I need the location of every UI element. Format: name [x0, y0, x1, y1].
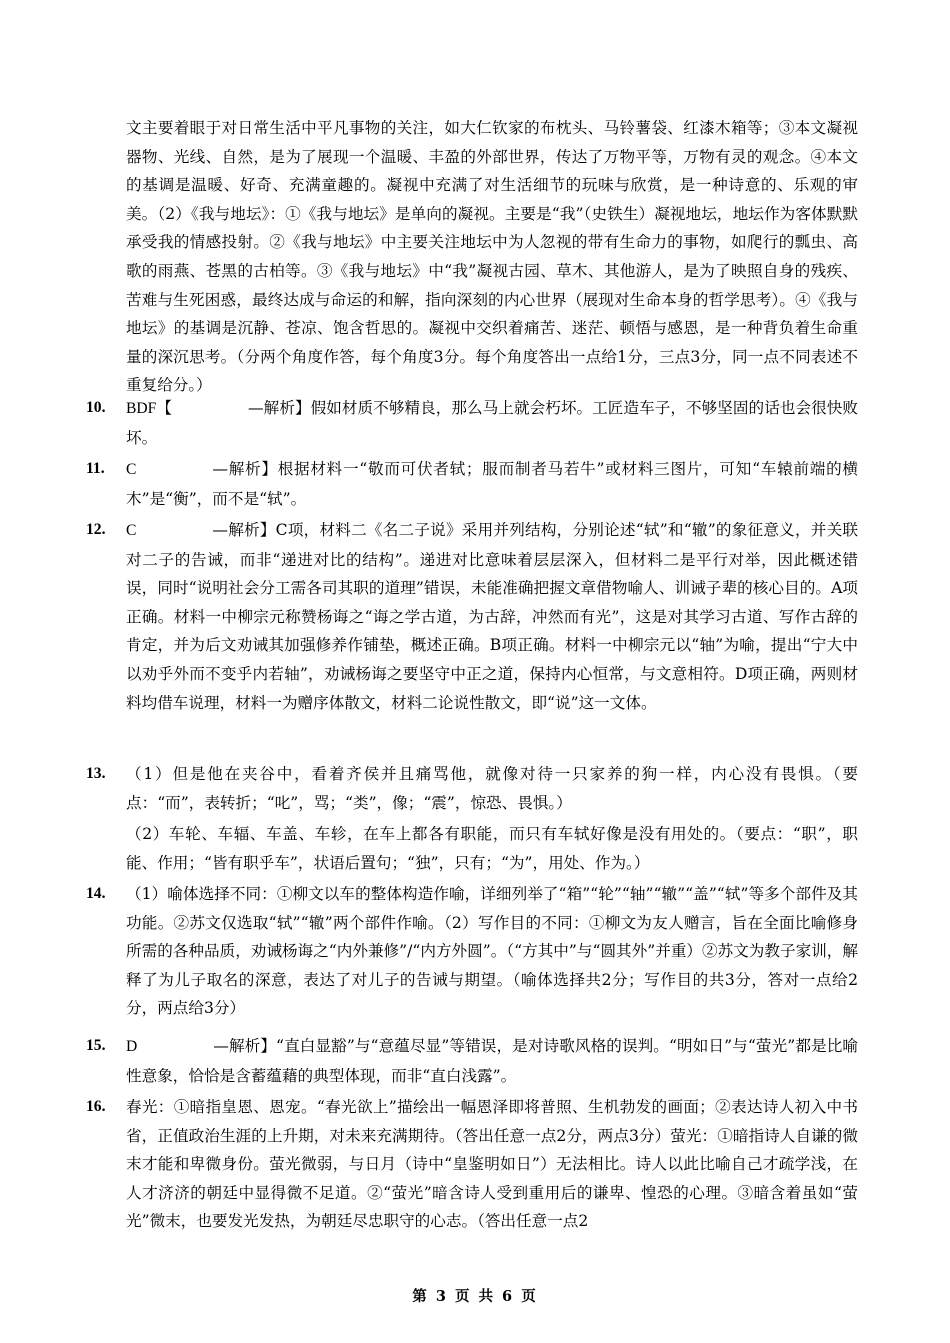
- item-marker: —解析】: [212, 460, 278, 478]
- item-number: 10.: [86, 399, 106, 416]
- answer-item-15: [86, 1032, 858, 1090]
- item-answer: C: [126, 461, 137, 478]
- item-number: 13.: [86, 765, 106, 782]
- intro-paragraph: 文主要着眼于对日常生活中平凡事物的关注，如大仁钦家的布枕头、马铃薯袋、红漆木箱等；③本文凝视器物、光线、自然，是为了展现一个温暖、丰盈的外部世界，传达了万物平等，万物有灵的观念。④本文的基调是温暖、好奇、充满童趣的。凝视中充满了对生活细节的玩味与欣赏，是一种诗意的、乐观的审美。（2）《我与地坛》：①《我与地坛》是单向的凝视。主要是“我”（史铁生）凝视地坛，地坛作为客体默默承受我的情感投射。②《我与地坛》中主要关注地坛中为人忽视的带有生命力的事物，如爬行的瓢虫、高歌的雨燕、苍黑的古柏等。③《我与地坛》中“我”凝视古园、草木、其他游人，是为了映照自身的残疾、苦难与生死困惑，最终达成与命运的和解，指向深刻的内心世界（展现对生命本身的哲学思考）。④《我与地坛》的基调是沉静、苍凉、饱含哲思的。凝视中交织着痛苦、迷茫、顿悟与感恩，是一种背负着生命重量的深沉思考。（分两个角度作答，每个角度3分。每个角度答出一点给1分，三点3分，同一点不同表述不重复给分。）: [126, 119, 858, 395]
- item-number: 16.: [86, 1098, 106, 1115]
- item-text: （1）喻体选择不同：①柳文以车的整体构造作喻，详细列举了“箱”“轮”“轴”“辙”“盖”“轼”等多个部件及其功能。②苏文仅选取“轼”“辙”两个部件作喻。（2）写作目的不同：①柳文为友人赠言，旨在全面比喻修身所需的各种品质，劝诫杨诲之“内外兼修”/“内方外圆”。（“方其中”与“圆其外”并重）②苏文为教子家训，解释了为儿子取名的深意，表达了对儿子的告诫与期望。（喻体选择共2分；写作目的共3分，答对一点给2分，两点给3分）: [126, 885, 858, 1018]
- item-answer: BDF【: [126, 400, 173, 417]
- item-answer: C: [126, 522, 137, 539]
- page-footer: 第 3 页 共 6 页: [412, 1288, 538, 1305]
- item-number: 15.: [86, 1037, 106, 1054]
- item-marker: —解析】: [212, 521, 276, 539]
- item-text-2: （2）车轮、车辐、车盖、车轸，在车上都各有职能，而只有车轼好像是没有用处的。（要点：“职”，职能、作用；“皆有职乎车”，状语后置句；“独”，只有；“为”，用处、作为。）: [126, 825, 858, 872]
- item-marker: —解析】: [213, 1037, 277, 1055]
- answer-item-13: [86, 760, 858, 877]
- answer-item-14: [86, 880, 858, 1023]
- item-text: 春光：①暗指皇恩、恩宠。“春光欲上”描绘出一幅恩泽即将普照、生机勃发的画面；②表达诗人初入中书省，正值政治生涯的上升期，对未来充满期待。（答出任意一点2分，两点3分）萤光：①暗指诗人自谦的微末才能和卑微身份。萤光微弱，与日月（诗中“皇鉴明如日”）无法相比。诗人以此比喻自己才疏学浅，在人才济济的朝廷中显得微不足道。②“萤光”暗含诗人受到重用后的谦卑、惶恐的心理。③暗含着虽如“萤光”微末，也要发光发热，为朝廷尽忠职守的心志。（答出任意一点2: [126, 1098, 858, 1231]
- answer-item-11: [86, 455, 858, 513]
- item-answer: D: [126, 1038, 138, 1055]
- item-text: 根据材料一“敬而可伏者轼；服而制者马若牛”或材料三图片，可知“车辕前端的横木”是“衡”，而不是“轼”。: [126, 460, 858, 508]
- item-marker: —解析】: [248, 399, 311, 417]
- item-number: 11.: [86, 460, 105, 477]
- answer-item-16: [86, 1093, 858, 1236]
- item-text: 假如材质不够精良，那么马上就会朽坏。工匠造车子，不够坚固的话也会很快败坏。: [126, 399, 858, 447]
- answer-item-10: [86, 394, 858, 452]
- answer-item-12: [86, 516, 858, 717]
- item-number: 12.: [86, 521, 106, 538]
- item-number: 14.: [86, 885, 106, 902]
- item-text: C项，材料二《名二子说》采用并列结构，分别论述“轼”和“辙”的象征意义，并关联对二子的告诫，而非“递进对比的结构”。递进对比意味着层层深入，但材料二是平行对举，因此概述错误，同时“说明社会分工需各司其职的道理”错误，未能准确把握文章借物喻人、训诫子辈的核心目的。A项正确。材料一中柳宗元称赞杨诲之“诲之学古道，为古辞，冲然而有光”，这是对其学习古道、写作古辞的肯定，并为后文劝诫其加强修养作铺垫，概述正确。B项正确。材料一中柳宗元以“轴”为喻，提出“宁大中以劝乎外而不变乎内若轴”，劝诫杨诲之要坚守中正之道，保持内心恒常，与文意相符。D项正确，两则材料均借车说理，材料一为赠序体散文，材料二论说性散文，即“说”这一文体。: [126, 521, 858, 712]
- item-text: （1）但是他在夹谷中，看着齐侯并且痛骂他，就像对待一只家养的狗一样，内心没有畏惧。（要点：“而”，表转折；“叱”，骂；“类”，像；“震”，惊恐、畏惧。）: [126, 765, 858, 812]
- item-text: “直白显豁”与“意蕴尽显”等错误，是对诗歌风格的误判。“明如日”与“萤光”都是比喻性意象，恰恰是含蓄蕴藉的典型体现，而非“直白浅露”。: [126, 1037, 858, 1085]
